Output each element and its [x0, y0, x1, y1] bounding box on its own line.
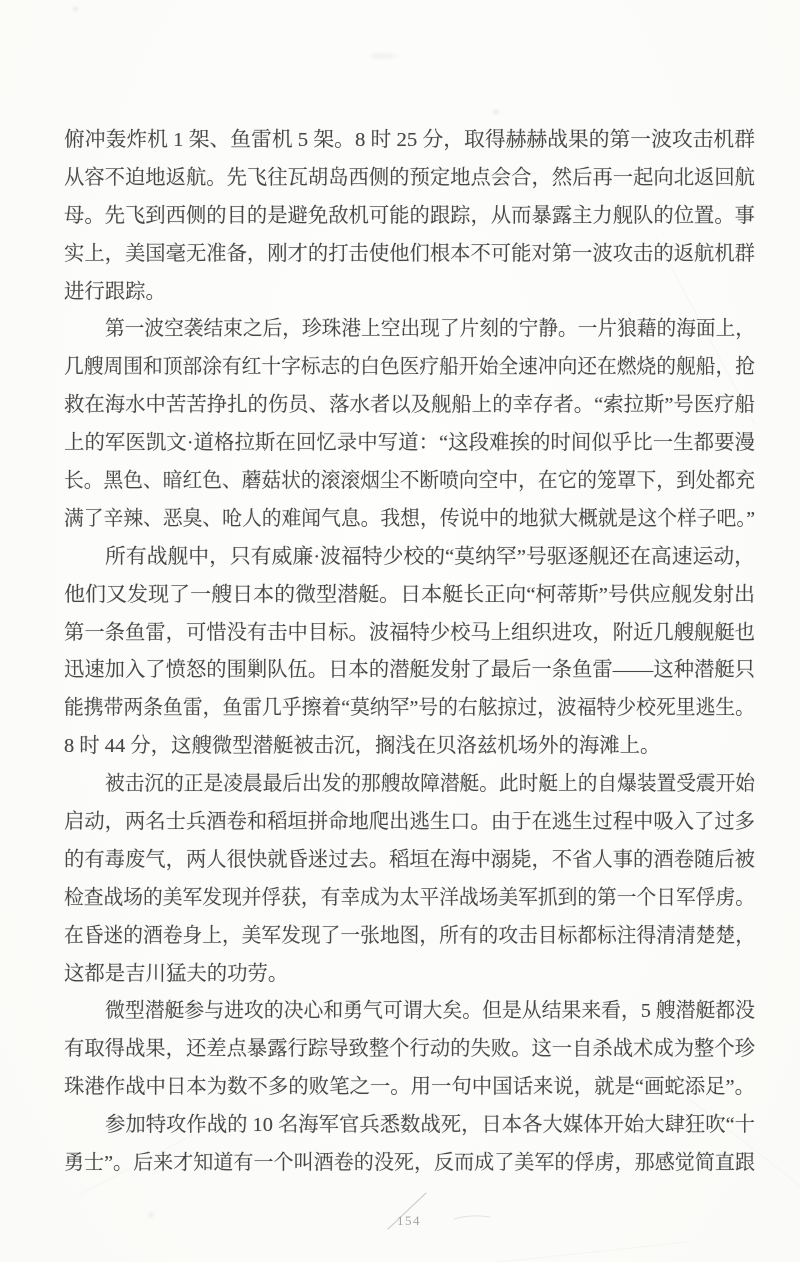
- text-line: [64, 615, 755, 653]
- text-line-content: 进行跟踪。: [64, 280, 166, 303]
- scan-smudge: [73, 7, 78, 11]
- text-line-content: 满了辛辣、恶臭、呛人的难闻气息。我想，传说中的地狱大概就是这个样子吧。”: [64, 507, 755, 530]
- text-line-content: 第一波空袭结束之后，珍珠港上空出现了片刻的宁静。一片狼藉的海面上，: [105, 318, 755, 341]
- scan-smudge: [493, 110, 499, 114]
- page-number: 154: [397, 1213, 421, 1228]
- page-number-side-mark: [452, 1212, 492, 1222]
- text-line-content: 8 时 44 分，这艘微型潜艇被击沉，搁浅在贝洛兹机场外的海滩上。: [64, 735, 661, 758]
- text-line-content: 检查战场的美军发现并俘获，有幸成为太平洋战场美军抓到的第一个日军俘虏。: [64, 886, 755, 909]
- text-line-content: 俯冲轰炸机 1 架、鱼雷机 5 架。8 时 25 分，取得赫赫战果的第一波攻击机群: [64, 129, 756, 151]
- text-line: [64, 349, 755, 387]
- text-line: [64, 387, 755, 425]
- text-line: [64, 463, 755, 501]
- text-line-content: 珠港作战中日本为数不多的败笔之一。用一句中国话来说，就是“画蛇添足”。: [64, 1076, 755, 1099]
- text-line: [64, 1145, 755, 1183]
- paragraph: [64, 1107, 755, 1183]
- text-line-content: 实上，美国毫无准备，刚才的打击使他们根本不可能对第一波攻击的返航机群: [64, 242, 755, 265]
- text-line: [64, 311, 755, 349]
- paper-crease: [431, 1241, 690, 1262]
- text-line: [64, 842, 755, 880]
- text-line: [64, 728, 755, 766]
- text-line: [64, 274, 755, 312]
- text-line-content: 迅速加入了愤怒的围剿队伍。日本的潜艇发射了最后一条鱼雷——这种潜艇只: [64, 659, 755, 682]
- scan-smudge: [370, 53, 396, 59]
- text-line-content: 从容不迫地返航。先飞往瓦胡岛西侧的预定地点会合，然后再一起向北返回航: [64, 166, 755, 189]
- text-line: [64, 1107, 755, 1145]
- text-line-content: 在昏迷的酒卷身上，美军发现了一张地图，所有的攻击目标都标注得清清楚楚，: [64, 924, 755, 947]
- text-line-content: 有取得战果，还差点暴露行踪导致整个行动的失败。这一自杀战术成为整个珍: [64, 1038, 755, 1061]
- text-line: [64, 122, 755, 160]
- text-line: [64, 1031, 755, 1069]
- text-line: [64, 425, 755, 463]
- text-line-content: 启动，两名士兵酒卷和稻垣拼命地爬出逃生口。由于在逃生过程中吸入了过多: [64, 811, 755, 834]
- scan-smudge: [149, 1213, 153, 1217]
- text-line-content: 这都是吉川猛夫的功劳。: [64, 962, 289, 985]
- text-line: [64, 880, 755, 918]
- text-line-content: 参加特攻作战的 10 名海军官兵悉数战死，日本各大媒体开始大肆狂吹“十: [105, 1114, 755, 1137]
- body-text: [64, 122, 755, 1183]
- paragraph: [64, 993, 755, 1107]
- text-line-content: 第一条鱼雷，可惜没有击中目标。波福特少校马上组织进攻，附近几艘舰艇也: [64, 621, 755, 644]
- paragraph: [64, 311, 755, 538]
- text-line-content: 所有战舰中，只有威廉·波福特少校的“莫纳罕”号驱逐舰还在高速运动，: [105, 545, 755, 568]
- text-line-content: 被击沉的正是凌晨最后出发的那艘故障潜艇。此时艇上的自爆装置受震开始: [105, 773, 755, 796]
- text-line: [64, 1069, 755, 1107]
- paragraph: [64, 122, 755, 311]
- text-line: [64, 766, 755, 804]
- text-line: [64, 690, 755, 728]
- text-line-content: 救在海水中苦苦挣扎的伤员、落水者以及舰船上的幸存者。“索拉斯”号医疗船: [64, 394, 755, 417]
- text-line: [64, 577, 755, 615]
- text-line-content: 母。先飞到西侧的目的是避免敌机可能的跟踪，从而暴露主力舰队的位置。事: [64, 204, 755, 227]
- text-line: [64, 501, 755, 539]
- text-line: [64, 236, 755, 274]
- text-line-content: 他们又发现了一艘日本的微型潜艇。日本艇长正向“柯蒂斯”号供应舰发射出: [64, 583, 755, 606]
- text-line: [64, 918, 755, 956]
- text-line: [64, 804, 755, 842]
- text-line: [64, 198, 755, 236]
- text-line-content: 上的军医凯文·道格拉斯在回忆录中写道：“这段难挨的时间似乎比一生都要漫: [64, 432, 755, 455]
- text-line-content: 能携带两条鱼雷，鱼雷几乎擦着“莫纳罕”号的右舷掠过，波福特少校死里逃生。: [64, 697, 755, 720]
- text-line: [64, 956, 755, 994]
- text-line-content: 的有毒废气，两人很快就昏迷过去。稻垣在海中溺毙，不省人事的酒卷随后被: [64, 848, 755, 871]
- text-line: [64, 160, 755, 198]
- text-line: [64, 539, 755, 577]
- text-line: [64, 993, 755, 1031]
- paragraph: [64, 766, 755, 993]
- text-line-content: 长。黑色、暗红色、蘑菇状的滚滚烟尘不断喷向空中，在它的笼罩下，到处都充: [64, 470, 755, 493]
- text-line: [64, 652, 755, 690]
- text-line-content: 微型潜艇参与进攻的决心和勇气可谓大矣。但是从结果来看，5 艘潜艇都没: [105, 1000, 755, 1023]
- text-line-content: 几艘周围和顶部涂有红十字标志的白色医疗船开始全速冲向还在燃烧的舰船，抢: [64, 356, 755, 379]
- paragraph: [64, 539, 755, 766]
- text-line-content: 勇士”。后来才知道有一个叫酒卷的没死，反而成了美军的俘虏，那感觉简直跟: [64, 1152, 755, 1175]
